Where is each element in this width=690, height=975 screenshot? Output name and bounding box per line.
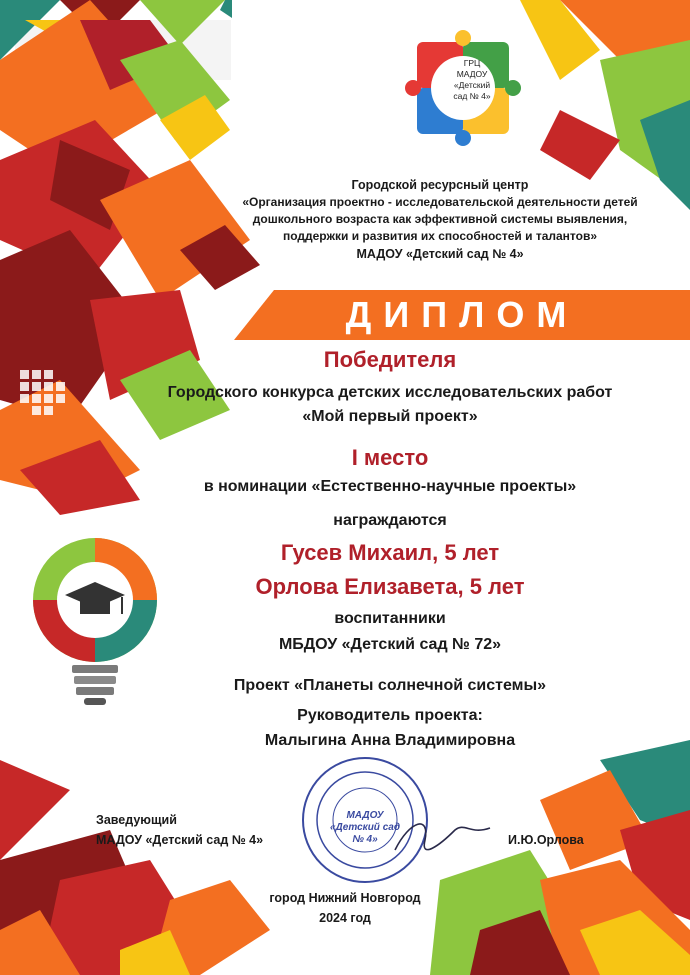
logo-label xyxy=(437,58,507,102)
logo-label-line: МАДОУ xyxy=(456,69,488,79)
header-line-3: поддержки и развития их способностей и талантов» xyxy=(282,229,598,243)
pupils-label: воспитанники xyxy=(334,610,446,627)
stamp-label xyxy=(315,810,415,846)
signatory-institution: МАДОУ «Детский сад № 4» xyxy=(96,833,264,847)
diploma-title: ДИПЛОМ xyxy=(345,294,579,335)
stamp-line: МАДОУ xyxy=(346,810,384,821)
awarded-label: награждаются xyxy=(333,512,447,529)
school-name: МБДОУ «Детский сад № 72» xyxy=(278,636,502,653)
nomination: в номинации «Естественно-научные проекты» xyxy=(203,478,577,495)
contest-line-1: Городского конкурса детских исследовательских работ xyxy=(167,384,613,401)
header-line-1: «Организация проектно - исследовательской деятельности детей xyxy=(242,195,638,209)
header-line-2: дошкольного возраста как эффективной системы выявления, xyxy=(252,212,628,226)
contest-line-2: «Мой первый проект» xyxy=(302,408,478,425)
signatory-role: Заведующий xyxy=(96,813,177,827)
logo-label-line: «Детский xyxy=(453,80,491,90)
footer-city: город Нижний Новгород xyxy=(269,891,421,905)
supervisor-label: Руководитель проекта: xyxy=(297,707,483,724)
footer-year: 2024 год xyxy=(319,911,371,925)
project-title: Проект «Планеты солнечной системы» xyxy=(233,677,547,694)
winner-1: Гусев Михаил, 5 лет xyxy=(280,540,500,565)
signatory-name: И.Ю.Орлова xyxy=(508,833,584,847)
logo-label-line: ГРЦ xyxy=(463,58,481,68)
stamp-line: № 4» xyxy=(352,834,378,845)
award-status: Победителя xyxy=(323,347,457,372)
stamp-line: «Детский сад xyxy=(329,822,401,833)
award-place: I место xyxy=(351,445,429,470)
header-org: Городской ресурсный центр xyxy=(351,178,529,192)
header-institution: МАДОУ «Детский сад № 4» xyxy=(356,247,524,261)
supervisor-name: Малыгина Анна Владимировна xyxy=(264,732,516,749)
winner-2: Орлова Елизавета, 5 лет xyxy=(255,574,525,599)
logo-label-line: сад № 4» xyxy=(453,91,491,101)
